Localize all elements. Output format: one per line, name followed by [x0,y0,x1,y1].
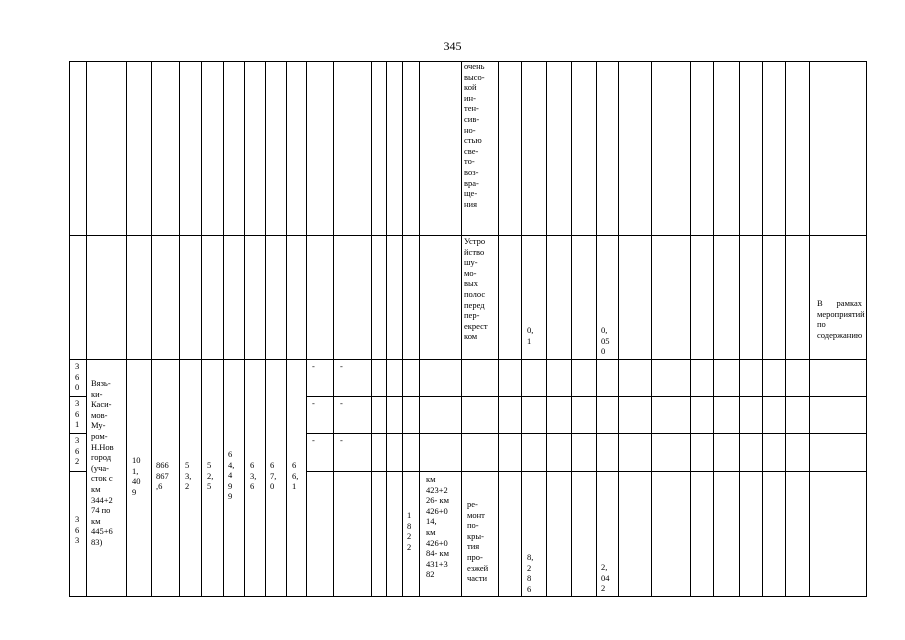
cell-value: 5 3, 2 [185,460,192,492]
cell-length: 10 1, 40 9 [132,455,141,497]
cell-value: 6 3, 6 [250,460,257,492]
col-line [201,61,202,597]
page-number: 345 [443,39,462,53]
col-line [402,61,403,597]
cell-dash: - [340,361,343,371]
cell-dash: - [312,398,315,408]
cell-dash: - [340,435,343,445]
cell-location: км 423+2 26- км 426+0 14, км 426+0 84- км 431+3 82 [426,474,449,580]
table-border-right [866,61,867,597]
col-line [333,61,334,597]
cell-value: 6 6, 1 [292,460,299,492]
cell-dash: - [312,361,315,371]
col-line [690,61,691,597]
col-line [571,61,572,597]
cell-dash: - [340,398,343,408]
row-line [306,471,867,472]
table-border-left [69,61,70,597]
col-line [386,61,387,597]
col-line [739,61,740,597]
col-line [179,61,180,597]
col-line [265,61,266,597]
col-line [151,61,152,597]
row-line [69,433,86,434]
col-line [286,61,287,597]
col-line [223,61,224,597]
row-number-360: 3 6 0 [75,361,80,393]
cell-value-b: 2, 04 2 [601,562,610,594]
cell-value-b: 0, 05 0 [601,325,610,357]
col-line [809,61,810,597]
col-line [126,61,127,597]
row-line [69,471,86,472]
col-line [371,61,372,597]
cell-value: 6 7, 0 [270,460,277,492]
col-line [461,61,462,597]
row-line [69,396,86,397]
cell-value-a: 8, 2 8 6 [527,552,534,594]
cell-value: 5 2, 5 [207,460,214,492]
cell-measure-reflectivity: очень высо- кой ин- тен- сив- но- стью све- то- воз- вра- ще- ния [464,61,485,209]
col-line [785,61,786,597]
col-line [244,61,245,597]
row-number-361: 3 6 1 [75,398,80,430]
row-line [69,359,867,360]
col-line [762,61,763,597]
row-line [306,433,867,434]
col-line [596,61,597,597]
cell-count: 1 8 2 2 [407,510,412,552]
col-line [419,61,420,597]
cell-road-name: Вязь- ки- Каси- мов- Му- ром- Н.Нов город (уча- сток с км 344+2 74 по км 445+6 83) [91,378,114,547]
table-border-bottom [69,596,867,597]
row-number-362: 3 6 2 [75,435,80,467]
col-line [713,61,714,597]
row-line [306,396,867,397]
col-line [521,61,522,597]
col-line [618,61,619,597]
cell-area: 866 867 ,6 [156,460,169,492]
col-line [86,61,87,597]
cell-note: В рамках мероприятий по содержанию [817,298,865,340]
cell-value-a: 0, 1 [527,325,534,346]
col-line [546,61,547,597]
col-line [306,61,307,597]
row-number-363: 3 6 3 [75,514,80,546]
cell-measure-noise-strips: Устро йство шу- мо- вых полос перед пер- екрест ком [464,236,488,342]
cell-value: 6 4, 4 9 9 [228,449,235,502]
cell-work-type: ре- монт по- кры- тия про- езжей части [467,499,489,584]
col-line [651,61,652,597]
col-line [498,61,499,597]
cell-dash: - [312,435,315,445]
